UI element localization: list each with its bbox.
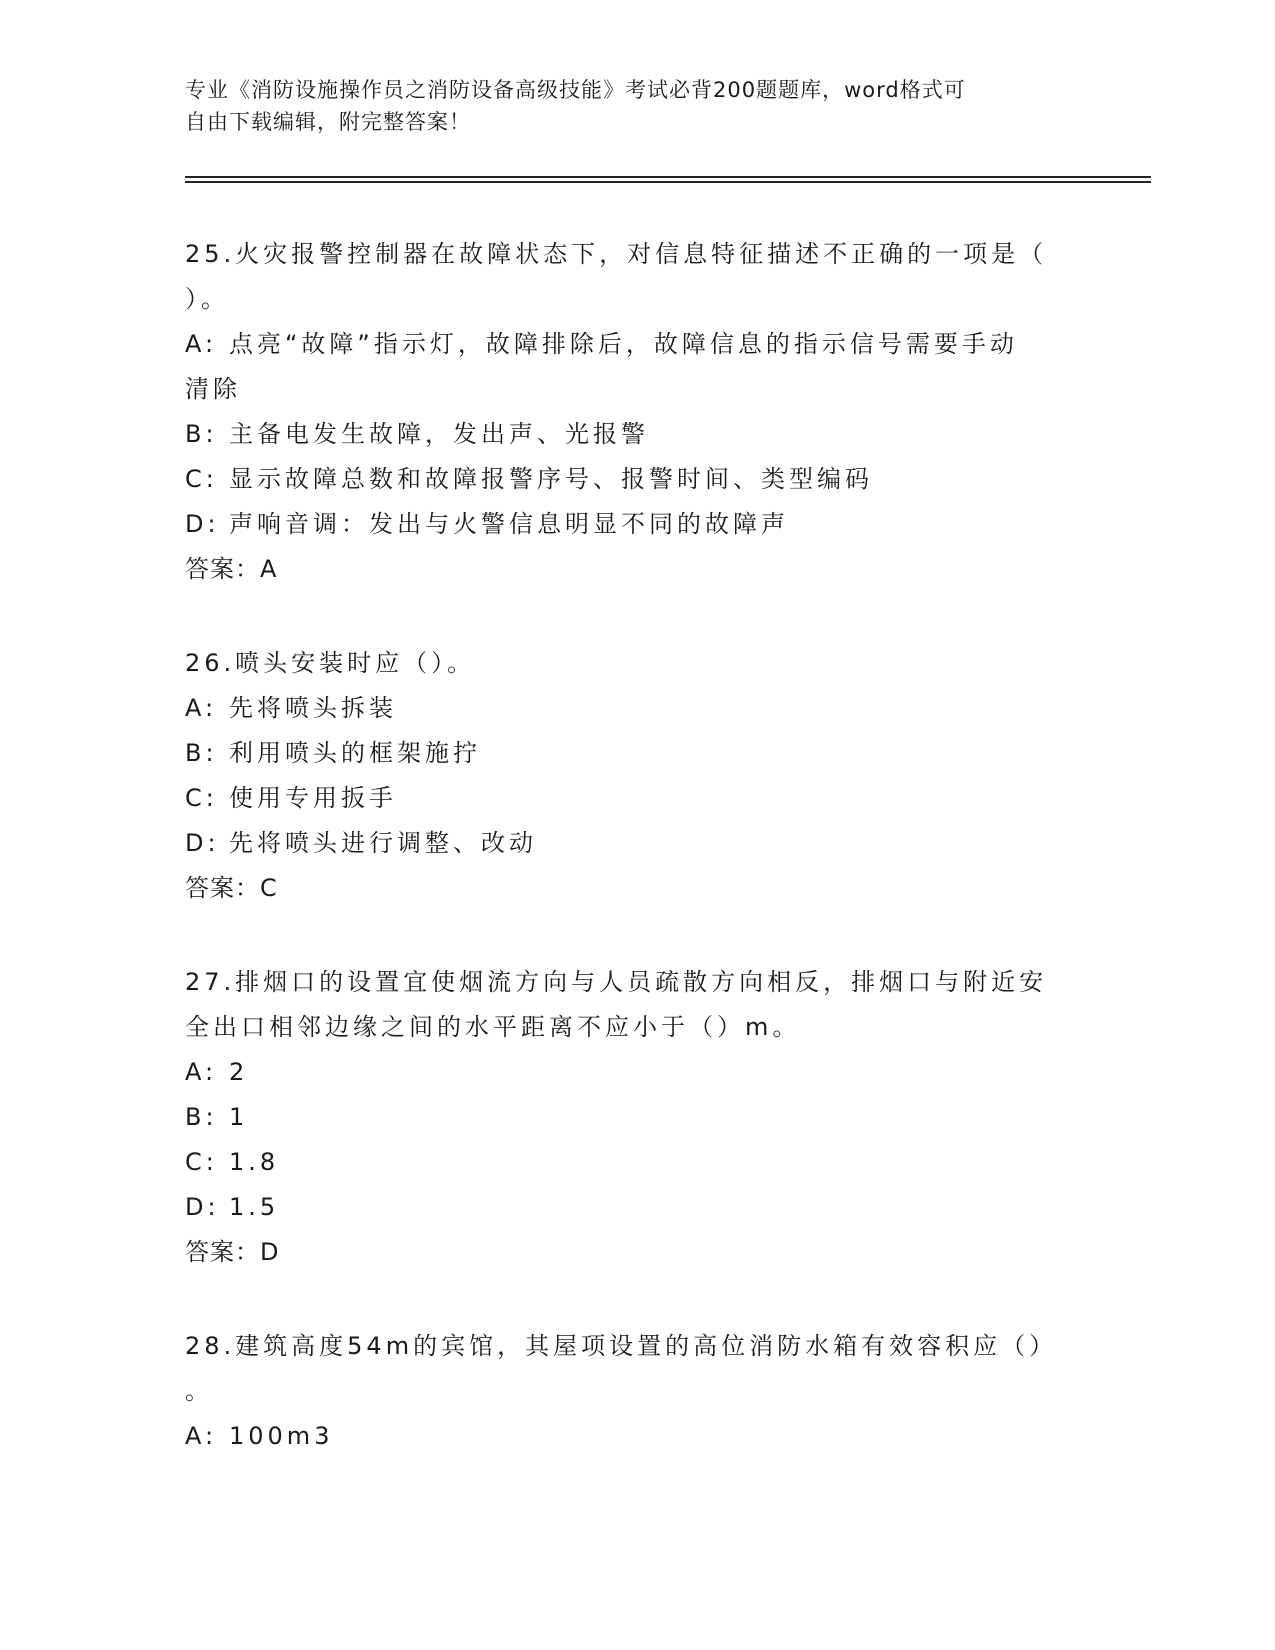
option-key: B:: [185, 1103, 218, 1131]
option-c: [185, 457, 1085, 502]
option-key: A:: [185, 694, 218, 722]
option-text: 使用专用扳手: [229, 784, 397, 812]
option-text: 主备电发生故障，发出声、光报警: [229, 420, 649, 448]
option-key: A:: [185, 1058, 218, 1086]
option-text: 2: [229, 1058, 249, 1086]
question-25: [185, 232, 1085, 592]
question-stem-continued: 全出口相邻边缘之间的水平距离不应小于（）m。: [185, 1013, 801, 1041]
option-text: 声响音调：发出与火警信息明显不同的故障声: [229, 510, 789, 538]
question-26: [185, 641, 1085, 911]
question-stem-continued: ）。: [185, 285, 229, 313]
option-a: [185, 322, 1085, 367]
option-a: [185, 686, 1085, 731]
question-stem: 26.喷头安装时应（）。: [185, 649, 476, 677]
option-c: [185, 1140, 1085, 1185]
option-b: [185, 412, 1085, 457]
option-text: 先将喷头拆装: [229, 694, 397, 722]
question-stem: 27.排烟口的设置宜使烟流方向与人员疏散方向相反，排烟口与附近安: [185, 968, 1048, 996]
option-d: [185, 1185, 1085, 1230]
option-key: D:: [185, 510, 220, 538]
option-key: D:: [185, 829, 220, 857]
header-line-1: 专业《消防设施操作员之消防设备高级技能》考试必背200题题库，word格式可: [185, 78, 966, 102]
answer-line: 答案：A: [185, 555, 278, 583]
question-stem: 28.建筑高度54m的宾馆，其屋项设置的高位消防水箱有效容积应（）: [185, 1332, 1058, 1360]
option-key: B:: [185, 739, 218, 767]
option-text: 1.8: [229, 1148, 280, 1176]
option-key: C:: [185, 1148, 218, 1176]
option-b: [185, 731, 1085, 776]
question-27: [185, 960, 1085, 1275]
option-text-continued: 清除: [185, 375, 241, 403]
option-text: 先将喷头进行调整、改动: [229, 829, 537, 857]
header-divider-bottom: [185, 181, 1151, 183]
option-key: D:: [185, 1193, 220, 1221]
option-b: [185, 1095, 1085, 1140]
option-key: B:: [185, 420, 218, 448]
question-stem: 25.火灾报警控制器在故障状态下，对信息特征描述不正确的一项是（: [185, 240, 1048, 268]
document-header: [185, 74, 1065, 138]
answer-line: 答案：C: [185, 874, 278, 902]
option-text: 1: [229, 1103, 249, 1131]
option-text: 点亮“故障”指示灯，故障排除后，故障信息的指示信号需要手动: [229, 330, 1018, 358]
option-key: C:: [185, 784, 218, 812]
option-text: 显示故障总数和故障报警序号、报警时间、类型编码: [229, 465, 873, 493]
question-stem-continued: 。: [185, 1377, 213, 1405]
option-key: C:: [185, 465, 218, 493]
question-list: [185, 232, 1085, 1508]
answer-line: 答案：D: [185, 1238, 280, 1266]
option-d: [185, 821, 1085, 866]
option-a: [185, 1050, 1085, 1095]
option-key: A:: [185, 1422, 218, 1450]
option-c: [185, 776, 1085, 821]
option-d: [185, 502, 1085, 547]
header-divider-top: [185, 176, 1151, 178]
option-text: 1.5: [229, 1193, 280, 1221]
header-line-2: 自由下载编辑，附完整答案！: [185, 110, 471, 134]
option-text: 利用喷头的框架施拧: [229, 739, 481, 767]
option-key: A:: [185, 330, 218, 358]
option-a: [185, 1414, 1085, 1459]
option-text: 100m3: [229, 1422, 334, 1450]
question-28: [185, 1324, 1085, 1459]
